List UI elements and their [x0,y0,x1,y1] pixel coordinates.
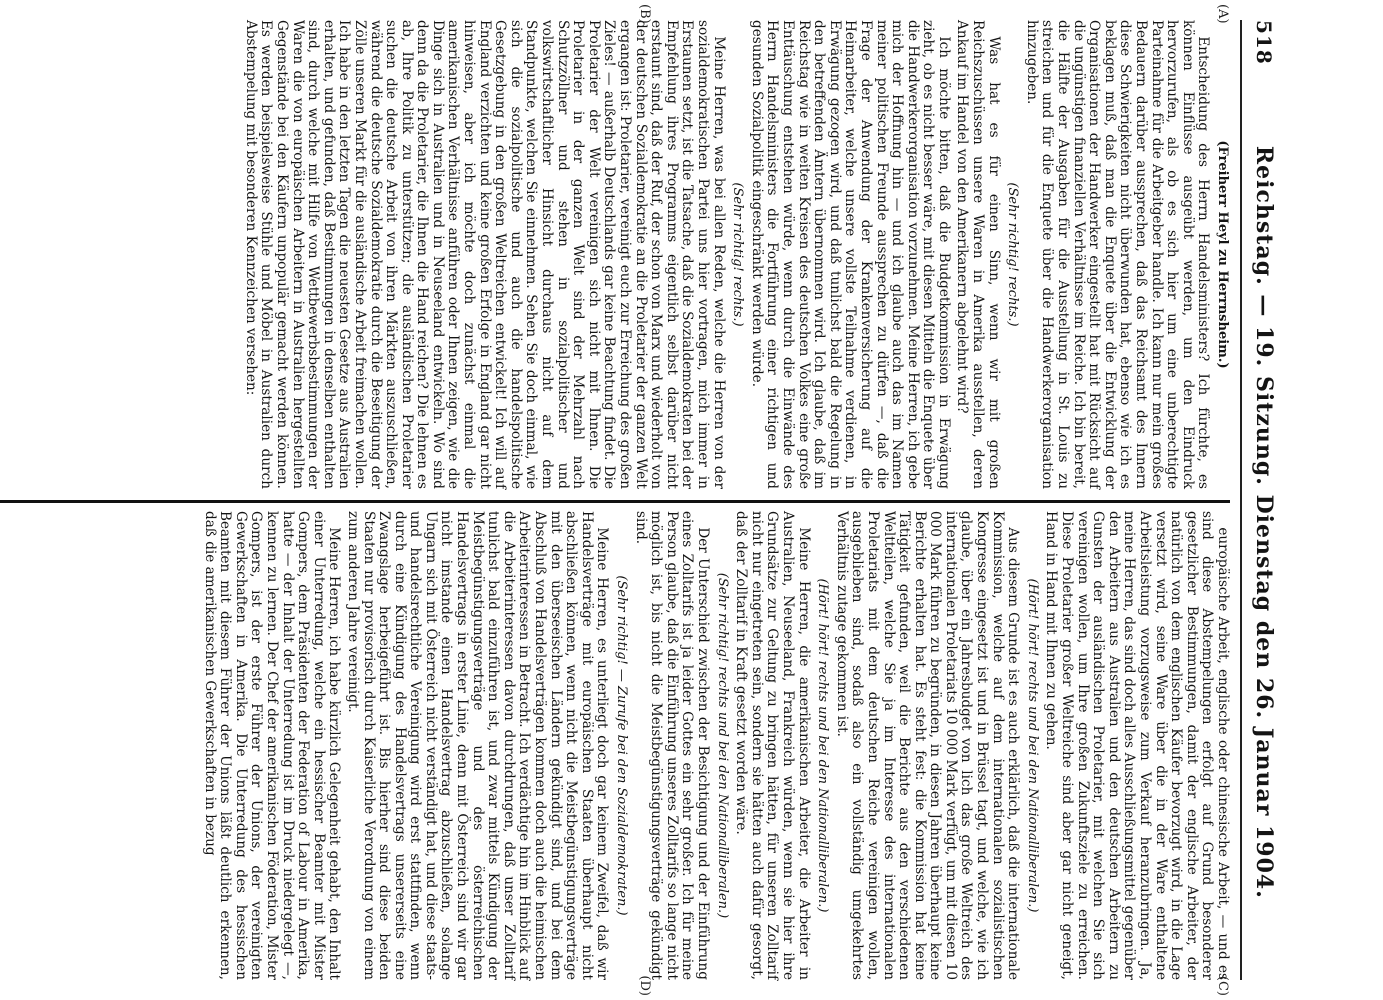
speaker-line: (Freiherr Heyl zu Herrnsheim.) [1215,140,1230,369]
paragraph: Der Unterschied zwischen der Besichtigung und der Einführung eines Zolltarifs ist ja leider Gottes ein sehr großer. Ich für meine Person glaube, daß die Einführung unseres Zolltarifs so lange nicht möglich ist, bis nicht die Meistbegünstigungsverträge gekündigt sind. [632,511,711,980]
margin-marker-a: (A) [1215,4,1230,24]
interjection: (Sehr richtig! — Zurufe bei den Sozialdemokraten.) [614,575,630,916]
paragraph: Aus diesem Grunde ist es auch erklärlich, daß die internationale Kommission, welche auf dem internationalen sozialistischen Kongresse eingesetzt ist und in Brüssel tagt, und welche, wie ich glaube, über ein Jahresbudget von lich das große Weltreich des internationalen Proletariats 10 000 Mark verfügt, um mit diesen 10 000 Mark führen zu begründen, in diesen Jahren überhaupt keine Berichte erhalten hat. Es steht fest: die Kommission hat keine Tätigkeit gefunden, weil die Berichte aus den verschiedenen Weltteilen, welche Sie ja im Interesse des internationalen Proletariats mit dem deutschen Reiche vereinigen wollen, ausgeblieben sind, sodaß also ein vollständig umgekehrtes Verhältnis zutage gekommen ist. [833,511,1022,980]
paragraph: europäische Arbeit, englische oder chinesische Arbeit, — und es sind diese Abstempelungen erfolgt auf Grund besonderer gesetzlicher Bestimmungen, damit der englische Arbeiter, der natürlich von dem englischen Käufer bevorzugt wird, in die Lage versetzt wird, seine Ware über die in der Ware enthaltene Arbeitsleistung vorzugsweise zum Verkauf heranzubringen. Ja, meine Herren, das sind doch alles Ausschließungsmittel gegenüber den Arbeitern aus Australien und den deutschen Arbeitern zu Gunsten der ausländischen Proletarier, mit welchen Sie sich vereinigen wollen, um Ihre großen Zukunftsziele zu erreichen. Diese Proletarier großer Weltreiche sind aber gar nicht geneigt, Hand in Hand mit Ihnen zu gehen. [1043,511,1231,980]
paragraph: Entscheidung des Herrn Handelsministers? Ich fürchte, es können Einflüsse ausgeübt werden, um den Eindruck hervorzurufen, als ob es sich hier um eine unberechtigte Parteinahme für die Arbeitgeber handle. Ich kann nur mein großes Bedauern darüber aussprechen, daß das Reichsamt des Innern diese Schwierigkeiten nicht überwunden hat, ebenso wie ich es beklagen muß, daß man die Enquete über die Entwicklung der Organisationen der Handwerker eingestellt hat mit Rücksicht auf die ungünstigen finanziellen Verhältnisse im Reiche. Ich bin bereit, die Hälfte der Ausgaben für die Ausstellung in St. Louis zu streichen und für die Enquete über die Handwerkerorganisation hinzugeben. [1023,20,1212,489]
interjection: (Sehr richtig! rechts.) [730,182,746,327]
right-column [0,511,1231,996]
margin-marker-d: (D) [637,975,652,996]
interjection: (Hört! hört! rechts und bei den Nationalliberalen.) [815,578,831,913]
interjection: (Sehr richtig! rechts und bei den Nationalliberalen.) [714,572,730,919]
paragraph: Meine Herren, was bei allen Reden, welche die Herren von der sozialdemokratischen Partei uns hier vortragen, mich immer in Erstaunen setzt, ist die Tatsache, daß die Sozialdemokraten bei der Empfehlung ihres Programms eigentlich selbst darüber nicht erstaunt sind, daß der Ruf, der schon von Marx und wiederholt von der deutschen Sozialdemokratie an die Proletarier der ganzen Welt ergangen ist: Proletarier, vereinigt euch zur Erreichung des großen Zieles! — außerhalb Deutschlands gar keine Beachtung findet. Die Proletarier der Welt vereinigen sich nicht mit Ihnen. Die Proletarier in der ganzen Welt sind der Mehrzahl nach Schutzzöllner und stehen in sozialpolitischer und volkswirtschaftlicher Hinsicht durchaus nicht auf dem Standpunkte, welchen Sie einnehmen. Sehen Sie doch einmal, wie sich die sozialpolitische und auch die handelspolitische Gesetzgebung in den großen Weltreichen entwickelt! Ich will auf England verzichten und keine großen Erfolge in England gar nicht hinweisen, aber ich möchte doch zunächst einmal die amerikanischen Verhältnisse anführen oder Ihnen zeigen, wie die Dinge sich in Australien und in Neuseeland entwickeln. Wo sind denn da die Proletarier, die Ihnen die Hand reichen? Die lehnen es ab, Ihre Politik zu unterstützen; die ausländischen Proletarier suchen die deutsche Arbeit von ihren Märkten auszuschließen, während die deutsche Sozialdemokratie durch die Beseitigung der Zölle unseren Markt für die ausländische Arbeit freimachen wollen. Ich habe in den letzten Tagen die neuesten Gesetze aus Australien erhalten, und gefunden, daß Bestimmungen in denselben enthalten sind, durch welche mit Hilfe von Wettbewerbsbestimmungen der Waren die von europäischen Arbeitern in Australien hergestellten Gegenstände bei den Käufern unpopulär gemacht werden können. Es werden beispielsweise Stühle und Möbel in Australien durch Abstempelung mit besonderen Kennzeichen versehen: [242,20,727,489]
paragraph: Meine Herren, ich habe kürzlich Gelegenheit gehabt, den Inhalt einer Unterredung, welche ein hessischer Beamter mit Mister Gompers, dem Präsidenten der Federation of Labour in Amerika, hatte — der Inhalt der Unterredung ist im Druck niedergelegt —, kennen zu lernen. Der Chef der amerikanischen Föderation, Mister Gompers, ist der erste Führer der Unions, der vereinigten Gewerkschaften in Amerika. Die Unterredung des hessischen Beamten mit diesem Führer der Unions läßt deutlich erkennen, daß die amerikanischen Gewerkschaften in bezug [201,511,343,980]
margin-marker-b: (B) [637,4,652,24]
paragraph: Meine Herren, die amerikanischen Arbeiter, die Arbeiter in Australien, Neuseeland, Frankreich würden, wenn sie hier ihre Grundsätze zur Geltung zu bringen hätten, für unseren Zolltarif nicht nur eingetreten sein, sondern sie hätten auch dafür gesorgt, daß der Zolltarif in Kraft gesetzt worden wäre. [733,511,812,980]
margin-marker-c: (C) [1215,975,1230,996]
left-column [0,4,1230,489]
interjection: (Sehr richtig! rechts.) [1005,182,1021,327]
interjection: (Hört! hört! rechts und bei den Nationalliberalen.) [1024,578,1040,913]
page-number: 518 [1252,20,1276,65]
text-columns [0,4,1231,996]
page-title: Reichstag. — 19. Sitzung. Dienstag den 26. Januar 1904. [1251,145,1277,899]
paragraph: Meine Herren, es unterliegt doch gar keinem Zweifel, daß wir Handelsverträge mit europäischen Staaten überhaupt nicht abschließen können, wenn nicht die Meistbegünstigungsverträge mit den überseeischen Ländern gekündigt sind, und bei dem Abschluß von Handelsverträgen kommen doch auch die heimischen Arbeiterinteressen in Betracht. Ich verdächtige hin im Hinblick auf die Arbeiterinteressen davon durchdrungen, daß unser Zolltarif tunlichst bald einzuführen ist, und zwar mittels Kündigung der Meistbegünstigungsverträge und des österreichischen Handelsvertrags in erster Linie, denn mit Österreich sind wir gar nicht imstande einen Handelsvertrag abzuschließen, solange Ungarn sich mit Österreich nicht verständigt hat, und diese staats- und handelsrechtliche Vereinigung wird erst stattfinden, wenn durch eine Kündigung des Handelsvertrags unsererseits eine Zwangslage herbeigeführt ist. Bis hierher sind diese beiden Staaten nur provisorisch durch Kaiserliche Verordnung von einem zum anderen Jahre vereinigt. [344,511,611,980]
paragraph: Ich möchte bitten, daß die Budgetkommission in Erwägung zieht, ob es nicht besser wäre, mit diesen Mitteln die Enquete über die Handwerkerorganisation vorzunehmen. Meine Herren, ich gebe mich der Hoffnung hin — und ich glaube auch das im Namen meiner politischen Freunde aussprechen zu dürfen —, daß die Frage der Anwendung der Krankenversicherung auf die Heimarbeiter, welche unsere vollste Teilnahme verdienen, in Erwägung gezogen wird, und daß tunlichst bald die Regelung in den betreffenden Ämtern übernommen wird. Ich glaube, daß im Reichstag wie in weiten Kreisen des deutschen Volkes eine große Enttäuschung entstehen würde, wenn durch die Einwände des Herrn Handelsministers die Fortführung einer richtigen und gesunden Sozialpolitik eingeschränkt werden würde. [748,20,952,489]
paragraph: Was hat es für einen Sinn, wenn wir mit großen Reichszuschüssen unsere Waren in Amerika ausstellen, deren Ankauf im Handel von den Amerikanern abgelehnt wird? [954,20,1002,489]
page-header [1240,20,1286,980]
